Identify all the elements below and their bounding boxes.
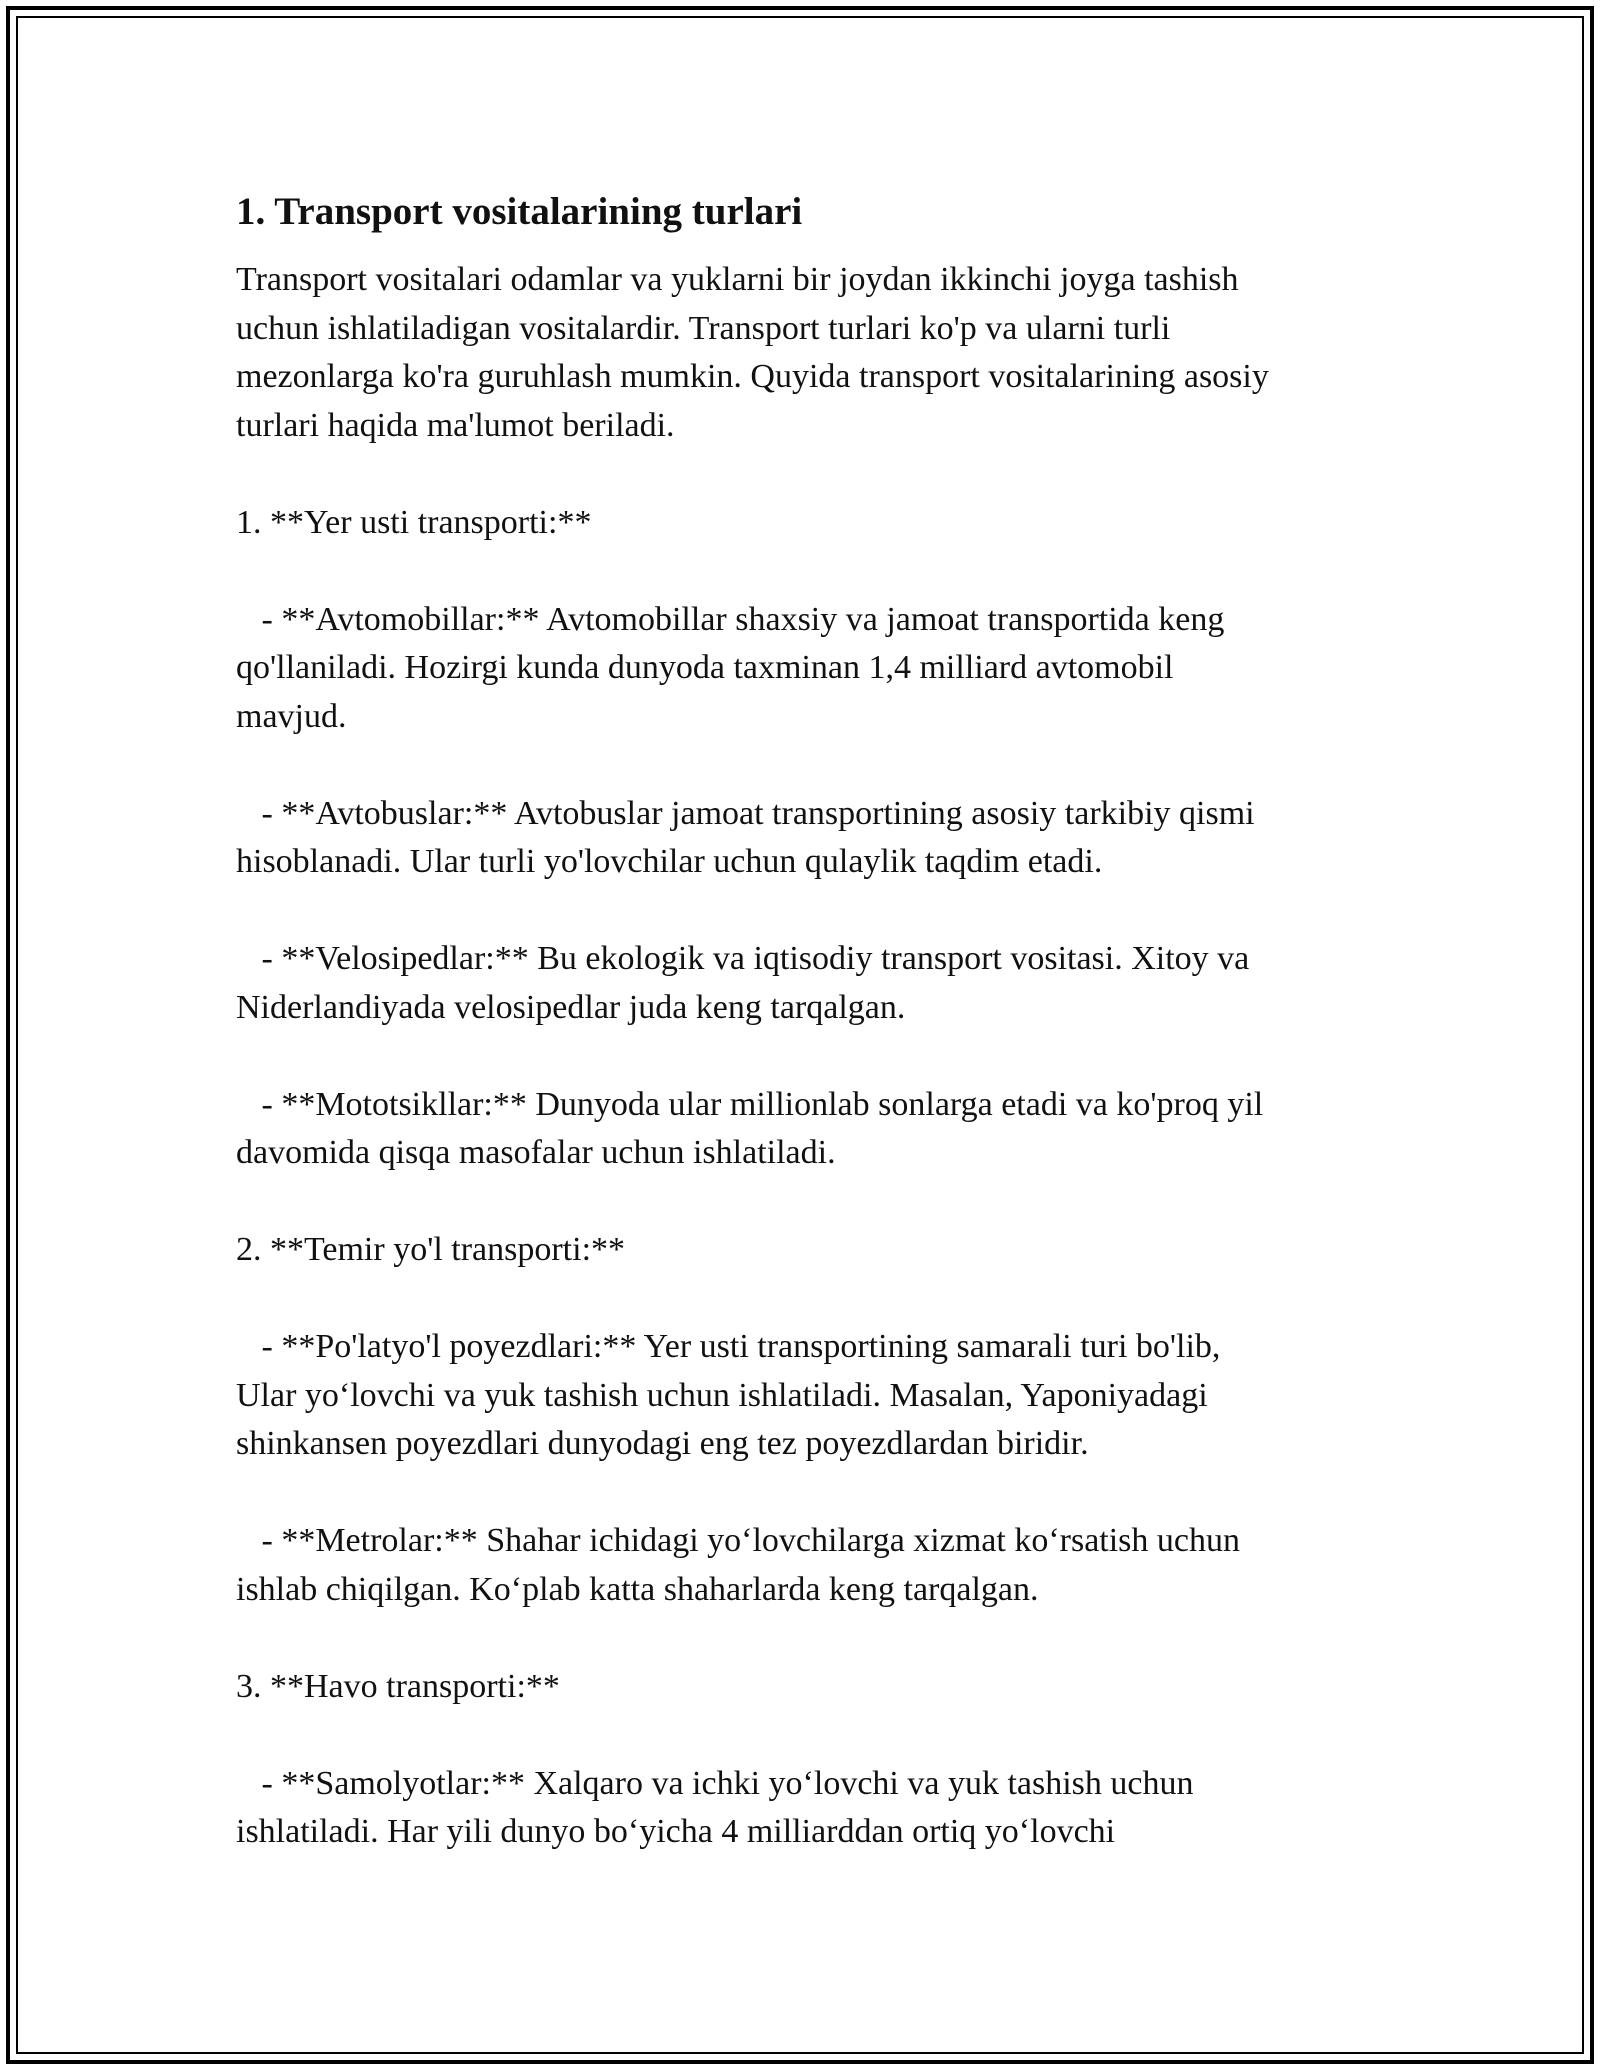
intro-line: Transport vositalari odamlar va yuklarni bir joydan ikkinchi joyga tashish <box>236 261 1239 298</box>
item-line: shinkansen poyezdlari dunyodagi eng tez poyezdlardan biridir. <box>236 1425 1089 1462</box>
intro-paragraph <box>236 256 1376 450</box>
list-item-poyezdlar <box>236 1323 1376 1469</box>
list-item-mototsikllar <box>236 1081 1376 1178</box>
item-line: davomida qisqa masofalar uchun ishlatiladi. <box>236 1134 836 1171</box>
section-heading-havo: 3. **Havo transporti:** <box>236 1667 560 1705</box>
document-title: 1. Transport vositalarining turlari <box>236 190 803 233</box>
item-line: - **Avtomobillar:** Avtomobillar shaxsiy va jamoat transportida keng <box>236 600 1225 638</box>
intro-line: mezonlarga ko'ra guruhlash mumkin. Quyida transport vositalarining asosiy <box>236 358 1269 395</box>
list-item-velosipedlar <box>236 935 1376 1032</box>
intro-line: turlari haqida ma'lumot beriladi. <box>236 406 675 444</box>
item-line: - **Mototsikllar:** Dunyoda ular millionlab sonlarga etadi va ko'proq yil <box>236 1085 1264 1123</box>
section-heading-temir-yol: 2. **Temir yo'l transporti:** <box>236 1231 626 1268</box>
section-heading-yer-usti: 1. **Yer usti transporti:** <box>236 503 592 541</box>
list-item-avtomobillar <box>236 596 1376 742</box>
document-body <box>236 186 1376 1857</box>
item-line: Niderlandiyada velosipedlar juda keng tarqalgan. <box>236 988 906 1026</box>
list-item-avtobuslar <box>236 790 1376 887</box>
list-item-samolyotlar <box>236 1760 1376 1857</box>
item-line: qo'llaniladi. Hozirgi kunda dunyoda taxminan 1,4 milliard avtomobil <box>236 649 1174 686</box>
item-line: - **Po'latyo'l poyezdlari:** Yer usti transportining samarali turi bo'lib, <box>236 1328 1221 1365</box>
item-line: - **Velosipedlar:** Bu ekologik va iqtisodiy transport vositasi. Xitoy va <box>236 940 1250 977</box>
item-line: mavjud. <box>236 697 347 735</box>
intro-line: uchun ishlatiladigan vositalardir. Transport turlari ko'p va ularni turli <box>236 309 1171 347</box>
item-line: - **Samolyotlar:** Xalqaro va ichki yo‘lovchi va yuk tashish uchun <box>236 1764 1194 1802</box>
list-item-metrolar <box>236 1517 1376 1614</box>
item-line: hisoblanadi. Ular turli yo'lovchilar uchun qulaylik taqdim etadi. <box>236 843 1103 880</box>
item-line: ishlatiladi. Har yili dunyo bo‘yicha 4 milliarddan ortiq yo‘lovchi <box>236 1813 1116 1850</box>
item-line: - **Metrolar:** Shahar ichidagi yo‘lovchilarga xizmat ko‘rsatish uchun <box>236 1522 1240 1559</box>
item-line: Ular yo‘lovchi va yuk tashish uchun ishlatiladi. Masalan, Yaponiyadagi <box>236 1376 1208 1414</box>
item-line: ishlab chiqilgan. Ko‘plab katta shaharlarda keng tarqalgan. <box>236 1570 1039 1608</box>
item-line: - **Avtobuslar:** Avtobuslar jamoat transportining asosiy tarkibiy qismi <box>236 794 1255 832</box>
